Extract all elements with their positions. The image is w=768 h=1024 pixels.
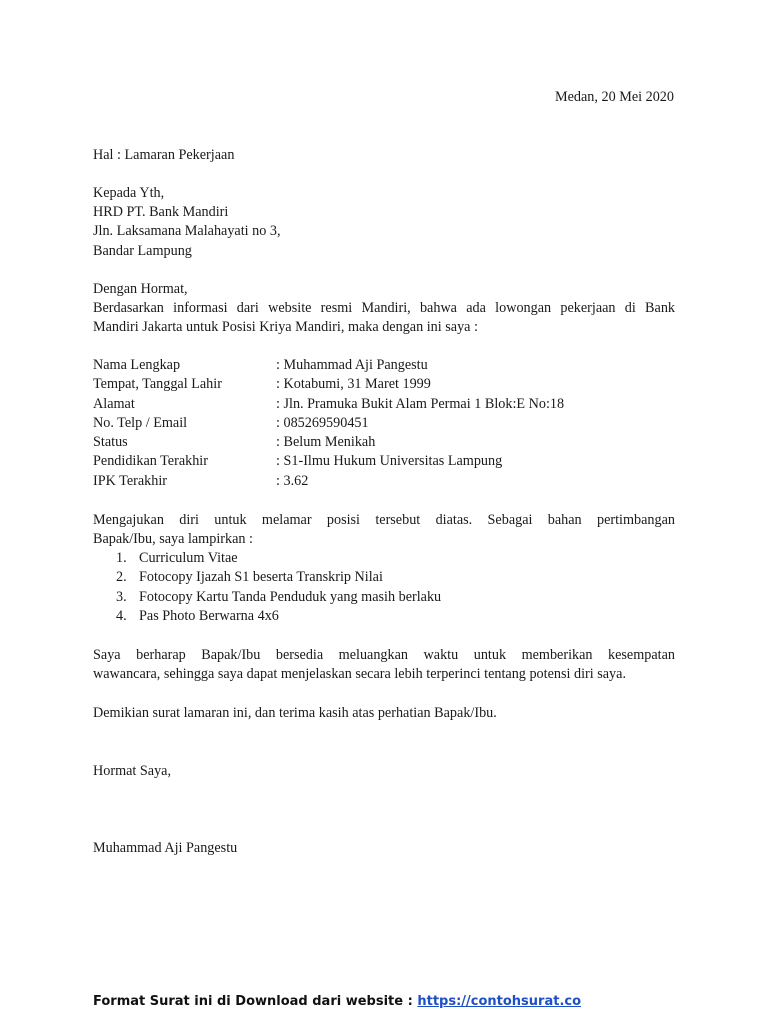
signature-name: Muhammad Aji Pangestu bbox=[93, 840, 238, 856]
footer-text: Format Surat ini di Download dari website : bbox=[93, 994, 418, 1009]
data-row bbox=[93, 452, 564, 471]
list-item bbox=[116, 607, 441, 626]
apply-line-1: Mengajukan diri untuk melamar posisi tersebut diatas. Sebagai bahan pertimbangan bbox=[93, 512, 675, 528]
data-label: IPK Terakhir bbox=[93, 472, 167, 489]
download-footer bbox=[93, 994, 581, 1009]
data-value: : S1-Ilmu Hukum Universitas Lampung bbox=[276, 453, 503, 470]
footer-link[interactable]: https://contohsurat.co bbox=[417, 994, 582, 1009]
intro-paragraph bbox=[93, 299, 675, 338]
intro-line-1: Berdasarkan informasi dari website resmi Mandiri, bahwa ada lowongan pekerjaan di Bank bbox=[93, 300, 675, 316]
list-text: Pas Photo Berwarna 4x6 bbox=[139, 607, 279, 624]
data-row bbox=[93, 395, 564, 414]
data-value: : Kotabumi, 31 Maret 1999 bbox=[276, 376, 431, 393]
data-label: Pendidikan Terakhir bbox=[93, 453, 208, 470]
list-item bbox=[116, 549, 441, 568]
data-row bbox=[93, 414, 564, 433]
hope-line-2: wawancara, sehingga saya dapat menjelaskan secara lebih terperinci tentang potensi diri saya. bbox=[93, 666, 626, 683]
data-value: : Muhammad Aji Pangestu bbox=[276, 357, 428, 373]
attachment-list bbox=[116, 549, 441, 626]
data-value: : 085269590451 bbox=[276, 414, 369, 431]
list-number: 4. bbox=[116, 607, 127, 624]
data-row bbox=[93, 433, 564, 452]
data-row bbox=[93, 375, 564, 394]
recipient-line-3: Jln. Laksamana Malahayati no 3, bbox=[93, 223, 281, 239]
hope-paragraph bbox=[93, 646, 675, 685]
list-number: 1. bbox=[116, 550, 127, 566]
letter-subject: Hal : Lamaran Pekerjaan bbox=[93, 147, 235, 163]
sign-off: Hormat Saya, bbox=[93, 763, 172, 779]
recipient-line-1: Kepada Yth, bbox=[93, 185, 165, 201]
data-label: Tempat, Tanggal Lahir bbox=[93, 376, 222, 393]
list-item bbox=[116, 568, 441, 587]
list-text: Fotocopy Kartu Tanda Penduduk yang masih berlaku bbox=[139, 588, 442, 605]
data-label: No. Telp / Email bbox=[93, 414, 188, 431]
data-row bbox=[93, 356, 564, 375]
greeting: Dengan Hormat, bbox=[93, 281, 188, 297]
data-label: Alamat bbox=[93, 395, 135, 412]
list-text: Fotocopy Ijazah S1 beserta Transkrip Nilai bbox=[139, 569, 383, 586]
recipient-line-2: HRD PT. Bank Mandiri bbox=[93, 204, 229, 220]
data-row bbox=[93, 472, 564, 491]
list-text: Curriculum Vitae bbox=[139, 550, 238, 566]
apply-paragraph bbox=[93, 511, 675, 550]
data-value: : Belum Menikah bbox=[276, 434, 376, 451]
apply-line-2: Bapak/Ibu, saya lampirkan : bbox=[93, 531, 253, 548]
applicant-data bbox=[93, 356, 564, 491]
recipient-line-4: Bandar Lampung bbox=[93, 243, 192, 259]
closing-paragraph: Demikian surat lamaran ini, dan terima kasih atas perhatian Bapak/Ibu. bbox=[93, 705, 497, 721]
list-number: 3. bbox=[116, 588, 127, 605]
list-item bbox=[116, 588, 441, 607]
data-label: Nama Lengkap bbox=[93, 357, 181, 373]
intro-line-2: Mandiri Jakarta untuk Posisi Kriya Mandiri, maka dengan ini saya : bbox=[93, 319, 478, 336]
data-value: : 3.62 bbox=[276, 472, 309, 489]
data-value: : Jln. Pramuka Bukit Alam Permai 1 Blok:E No:18 bbox=[276, 395, 565, 412]
data-label: Status bbox=[93, 434, 128, 451]
letter-date: Medan, 20 Mei 2020 bbox=[554, 89, 674, 105]
list-number: 2. bbox=[116, 569, 127, 586]
hope-line-1: Saya berharap Bapak/Ibu bersedia meluangkan waktu untuk memberikan kesempatan bbox=[93, 647, 675, 663]
